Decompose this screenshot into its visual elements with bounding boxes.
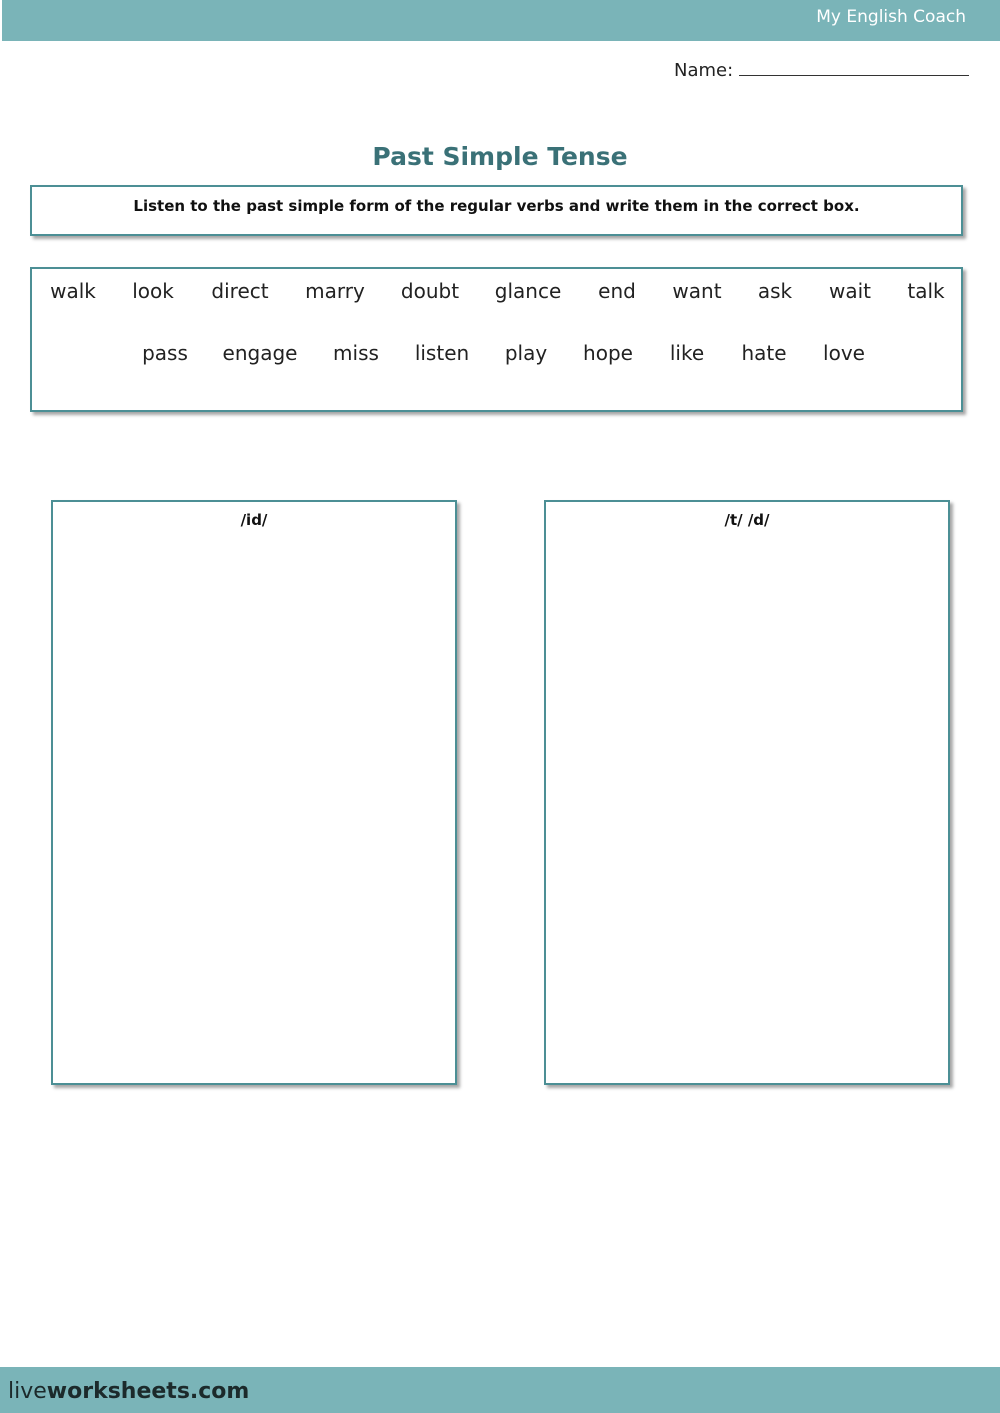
instruction-box — [30, 185, 963, 236]
header-bar — [2, 0, 1000, 41]
word-item[interactable]: hope — [583, 341, 633, 365]
drop-box-t-d[interactable] — [544, 500, 950, 1085]
footer-bar — [0, 1367, 1000, 1413]
word-item[interactable]: pass — [142, 341, 188, 365]
word-item[interactable]: direct — [211, 279, 269, 303]
word-item[interactable]: want — [672, 279, 722, 303]
word-item[interactable]: like — [669, 341, 705, 365]
word-item[interactable]: play — [504, 341, 548, 365]
word-item[interactable]: marry — [305, 279, 365, 303]
name-label: Name: — [674, 60, 734, 81]
column-heading-id: /id/ — [240, 511, 268, 529]
word-item[interactable]: love — [823, 341, 865, 365]
word-item[interactable]: engage — [222, 341, 298, 365]
word-item[interactable]: hate — [741, 341, 787, 365]
instruction-text: Listen to the past simple form of the regular verbs and write them in the correct box. — [133, 197, 860, 215]
footer-logo — [8, 1379, 249, 1404]
word-item[interactable]: listen — [414, 341, 470, 365]
word-item[interactable]: wait — [828, 279, 872, 303]
word-bank — [30, 267, 963, 412]
word-item[interactable]: walk — [50, 279, 96, 303]
footer-logo-bold: worksheets.com — [46, 1379, 250, 1404]
word-item[interactable]: glance — [494, 279, 562, 303]
word-item[interactable]: end — [598, 279, 636, 303]
drop-box-id[interactable] — [51, 500, 457, 1085]
word-item[interactable]: look — [132, 279, 174, 303]
word-item[interactable]: ask — [757, 279, 793, 303]
footer-logo-light: live — [8, 1379, 47, 1404]
word-item[interactable]: miss — [333, 341, 379, 365]
name-blank-line[interactable] — [739, 59, 969, 76]
word-item[interactable]: doubt — [400, 279, 460, 303]
word-item[interactable]: talk — [907, 279, 945, 303]
brand-label: My English Coach — [816, 7, 966, 27]
name-field — [674, 59, 969, 81]
column-heading-t-d: /t/ /d/ — [724, 511, 770, 529]
page-title: Past Simple Tense — [372, 142, 628, 171]
